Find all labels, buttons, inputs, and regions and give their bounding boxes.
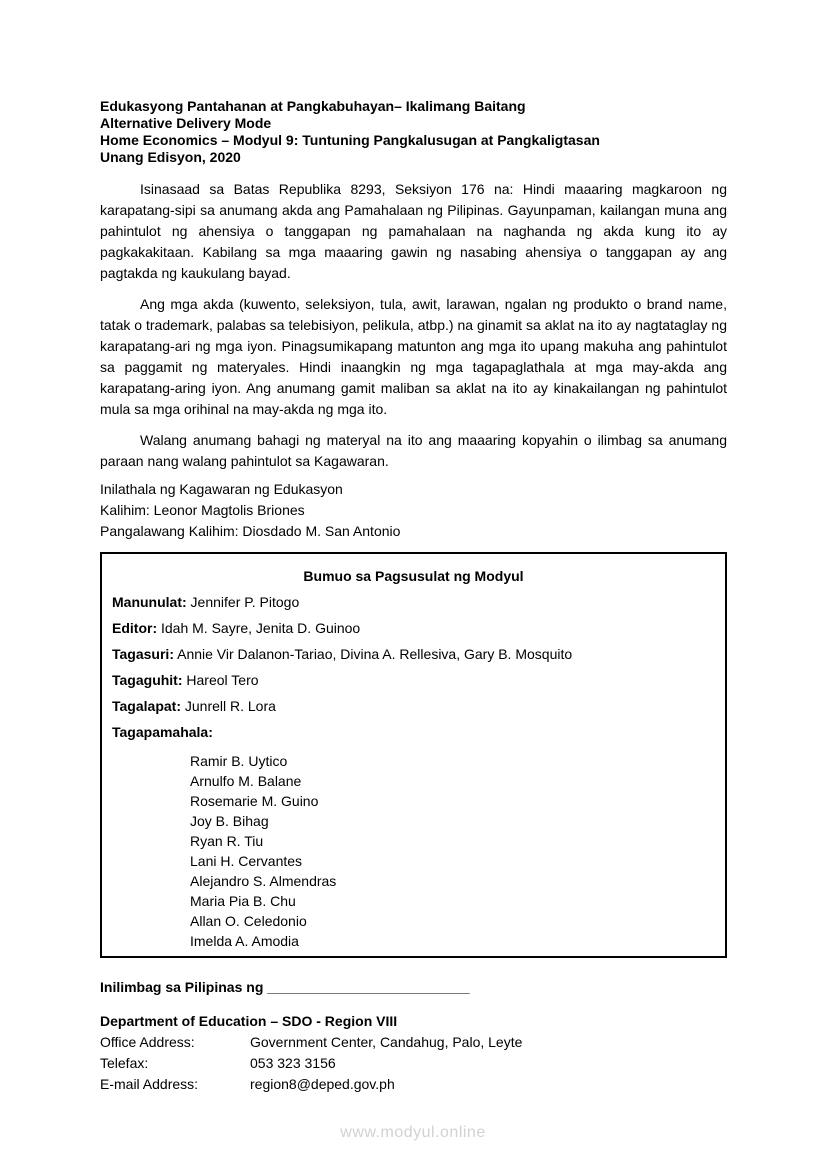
undersecretary-line: Pangalawang Kalihim: Diosdado M. San Antonio <box>100 523 401 539</box>
contact-value: 053 323 3156 <box>250 1055 336 1071</box>
manager-name: Arnulfo M. Balane <box>190 773 302 789</box>
role-label: Tagalapat: <box>112 698 181 714</box>
role-label: Tagapamahala: <box>112 724 213 740</box>
copyright-paragraph-1: Isinasaad sa Batas Republika 8293, Seksiyon 176 na: Hindi maaaring magkaroon ng karapatang-sipi sa anumang akda ang Pamahalaan ng Pilipinas. Gayunpaman, kailangan muna ang pahintulot ng ahensiya o tanggapan ng pamahalaan na naghanda ng akda kung ito ay pagkakakitaan. Kabilang sa mga maaaring gawin ng nasabing ahensiya o tanggapan ay ang pagtakda ng kaukulang bayad. <box>100 181 727 281</box>
manager-name: Rosemarie M. Guino <box>190 793 319 809</box>
manager-name: Allan O. Celedonio <box>190 913 307 929</box>
role-row-layout-artist <box>112 699 715 713</box>
manager-name: Alejandro S. Almendras <box>190 873 337 889</box>
role-label: Manunulat: <box>112 594 187 610</box>
delivery-mode-line: Alternative Delivery Mode <box>100 115 272 131</box>
development-team-box <box>100 552 727 958</box>
role-value: Junrell R. Lora <box>184 698 276 714</box>
manager-name: Joy B. Bihag <box>190 813 269 829</box>
role-value: Idah M. Sayre, Jenita D. Guinoo <box>161 620 361 636</box>
role-row-reviewer <box>112 647 715 661</box>
role-label: Editor: <box>112 620 158 636</box>
role-label: Tagaguhit: <box>112 672 183 688</box>
manager-name: Maria Pia B. Chu <box>190 893 296 909</box>
module-title-block <box>100 98 727 166</box>
published-by-line: Inilathala ng Kagawaran ng Edukasyon <box>100 481 343 497</box>
manager-name: Ryan R. Tiu <box>190 833 264 849</box>
contact-value: Government Center, Candahug, Palo, Leyte <box>250 1034 523 1050</box>
contact-row-office-address <box>100 1032 727 1053</box>
contact-label: Office Address: <box>100 1034 195 1050</box>
edition-line: Unang Edisyon, 2020 <box>100 149 241 165</box>
manager-name: Ramir B. Uytico <box>190 753 288 769</box>
team-box-title: Bumuo sa Pagsusulat ng Modyul <box>303 568 524 584</box>
printer-contact-block <box>100 1011 727 1095</box>
manager-name: Lani H. Cervantes <box>190 853 303 869</box>
secretary-line: Kalihim: Leonor Magtolis Briones <box>100 502 305 518</box>
role-row-management <box>112 725 715 739</box>
module-series-title: Edukasyong Pantahanan at Pangkabuhayan– Ikalimang Baitang <box>100 98 526 114</box>
contact-row-email <box>100 1074 727 1095</box>
watermark: www.modyul.online <box>340 1124 486 1141</box>
contact-value: region8@deped.gov.ph <box>250 1076 395 1092</box>
manager-name: Imelda A. Amodia <box>190 933 299 949</box>
copyright-paragraph-2: Ang mga akda (kuwento, seleksiyon, tula, awit, larawan, ngalan ng produkto o brand name, tatak o trademark, palabas sa telebisiyon, pelikula, atbp.) na ginamit sa aklat na ito ay nagtataglay ng karapatang-ari ng mga iyon. Pinagsumikapang matunton ang mga ito upang makuha ang pahintulot sa paggamit ng materyales. Hindi inaangkin ng mga tagapaglathala at mga may-akda ang karapatang-aring iyon. Ang anumang gamit maliban sa aklat na ito ay kinakailangan ng pahintulot mula sa mga orihinal na may-akda ng mga ito. <box>100 296 727 417</box>
publisher-block <box>100 479 727 542</box>
printer-office-name: Department of Education – SDO - Region VIII <box>100 1013 398 1029</box>
role-row-writer <box>112 595 715 609</box>
role-label: Tagasuri: <box>112 646 174 662</box>
contact-label: Telefax: <box>100 1055 149 1071</box>
printed-in-line: Inilimbag sa Pilipinas ng __________________________ <box>100 979 470 995</box>
management-team-list <box>190 751 715 951</box>
copyright-paragraph-3: Walang anumang bahagi ng materyal na ito ang maaaring kopyahin o ilimbag sa anumang paraan nang walang pahintulot sa Kagawaran. <box>100 432 727 469</box>
role-value: Jennifer P. Pitogo <box>190 594 300 610</box>
role-row-illustrator <box>112 673 715 687</box>
role-value: Annie Vir Dalanon-Tariao, Divina A. Rellesiva, Gary B. Mosquito <box>177 646 573 662</box>
role-row-editor <box>112 621 715 635</box>
module-subject-title: Home Economics – Modyul 9: Tuntuning Pangkalusugan at Pangkaligtasan <box>100 132 600 148</box>
role-value: Hareol Tero <box>186 672 259 688</box>
contact-label: E-mail Address: <box>100 1076 199 1092</box>
contact-row-telefax <box>100 1053 727 1074</box>
